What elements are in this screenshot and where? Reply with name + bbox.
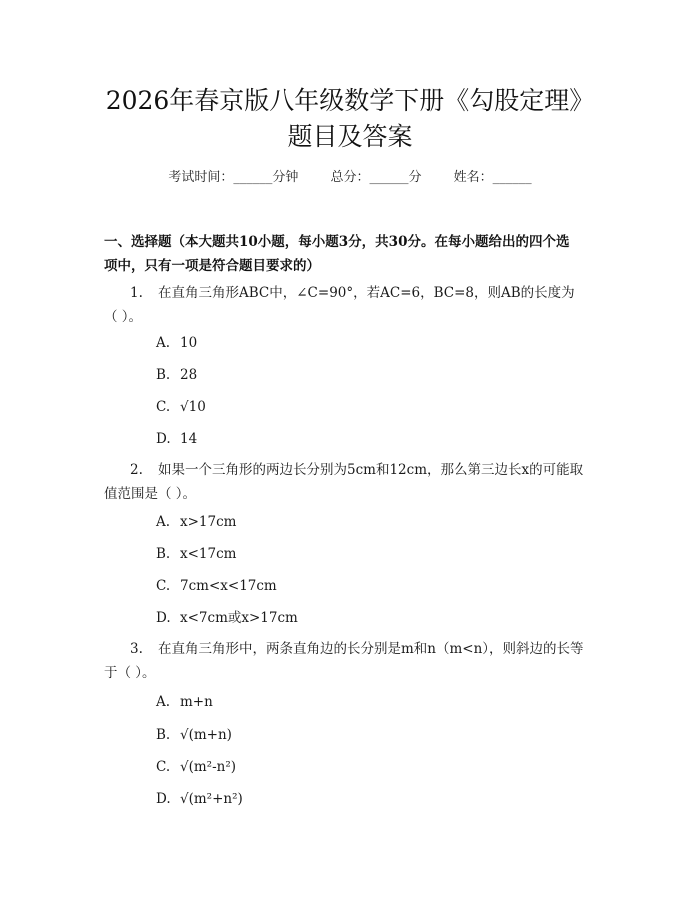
- question-2-stem: [104, 458, 596, 482]
- option-letter: A.: [156, 694, 171, 710]
- option-text: √(m+n): [180, 727, 232, 743]
- option-text: √(m²-n²): [180, 759, 237, 775]
- section-heading-line-2: 项中，只有一项是符合题目要求的）: [104, 258, 320, 274]
- option-letter: A.: [156, 335, 171, 351]
- question-2-option-d: [156, 608, 298, 628]
- question-2-option-c: [156, 576, 277, 596]
- exam-info: [60, 168, 640, 188]
- exam-time-field: 考试时间：______分钟: [168, 170, 299, 185]
- option-letter: A.: [156, 514, 171, 530]
- question-text: 如果一个三角形的两边长分别为5cm和12cm，那么第三边长x的可能取: [158, 462, 584, 478]
- question-3-stem: [104, 637, 596, 661]
- option-text: x>17cm: [180, 514, 237, 530]
- option-letter: D.: [156, 431, 171, 447]
- question-1-stem: [104, 281, 596, 305]
- option-text: m+n: [180, 694, 213, 710]
- question-3-option-d: [156, 789, 243, 809]
- section-heading-line-1: 一、选择题（本大题共10小题，每小题3分，共30分。在每小题给出的四个选: [104, 234, 570, 250]
- document-title-line-2: 题目及答案: [287, 122, 413, 151]
- option-text: 28: [180, 367, 198, 383]
- question-2-stem-cont: 值范围是（ ）。: [104, 486, 197, 502]
- question-number: 1.: [130, 285, 143, 301]
- question-number: 3.: [130, 641, 143, 657]
- question-2-option-b: [156, 544, 236, 564]
- question-1-option-c: [156, 397, 206, 417]
- document-title-line-1: 2026年春京版八年级数学下册《勾股定理》: [105, 86, 595, 115]
- option-text: 7cm<x<17cm: [180, 578, 277, 594]
- option-letter: D.: [156, 791, 171, 807]
- option-letter: C.: [156, 399, 171, 415]
- question-2-option-a: [156, 512, 236, 532]
- question-1-stem-cont: （ ）。: [104, 309, 143, 325]
- question-number: 2.: [130, 462, 143, 478]
- question-1-option-a: [156, 333, 197, 353]
- total-score-field: 总分：______分: [330, 170, 422, 185]
- option-text: √(m²+n²): [180, 791, 243, 807]
- option-text: √10: [180, 399, 206, 415]
- question-3-option-a: [156, 692, 213, 712]
- option-text: x<17cm: [180, 546, 237, 562]
- option-letter: C.: [156, 578, 171, 594]
- option-text: 14: [180, 431, 198, 447]
- option-letter: D.: [156, 610, 171, 626]
- option-text: 10: [180, 335, 198, 351]
- question-1-option-b: [156, 365, 197, 385]
- option-text: x<7cm或x>17cm: [180, 610, 298, 626]
- question-3-stem-cont: 于（ ）。: [104, 665, 156, 681]
- option-letter: B.: [156, 546, 171, 562]
- student-name-field: 姓名：______: [453, 170, 532, 185]
- question-text: 在直角三角形中，两条直角边的长分别是m和n（m<n），则斜边的长等: [158, 641, 584, 657]
- question-3-option-b: [156, 725, 232, 745]
- option-letter: B.: [156, 727, 171, 743]
- question-3-option-c: [156, 757, 236, 777]
- question-1-option-d: [156, 429, 197, 449]
- option-letter: B.: [156, 367, 171, 383]
- question-text: 在直角三角形ABC中，∠C=90°，若AC=6，BC=8，则AB的长度为: [158, 285, 575, 301]
- option-letter: C.: [156, 759, 171, 775]
